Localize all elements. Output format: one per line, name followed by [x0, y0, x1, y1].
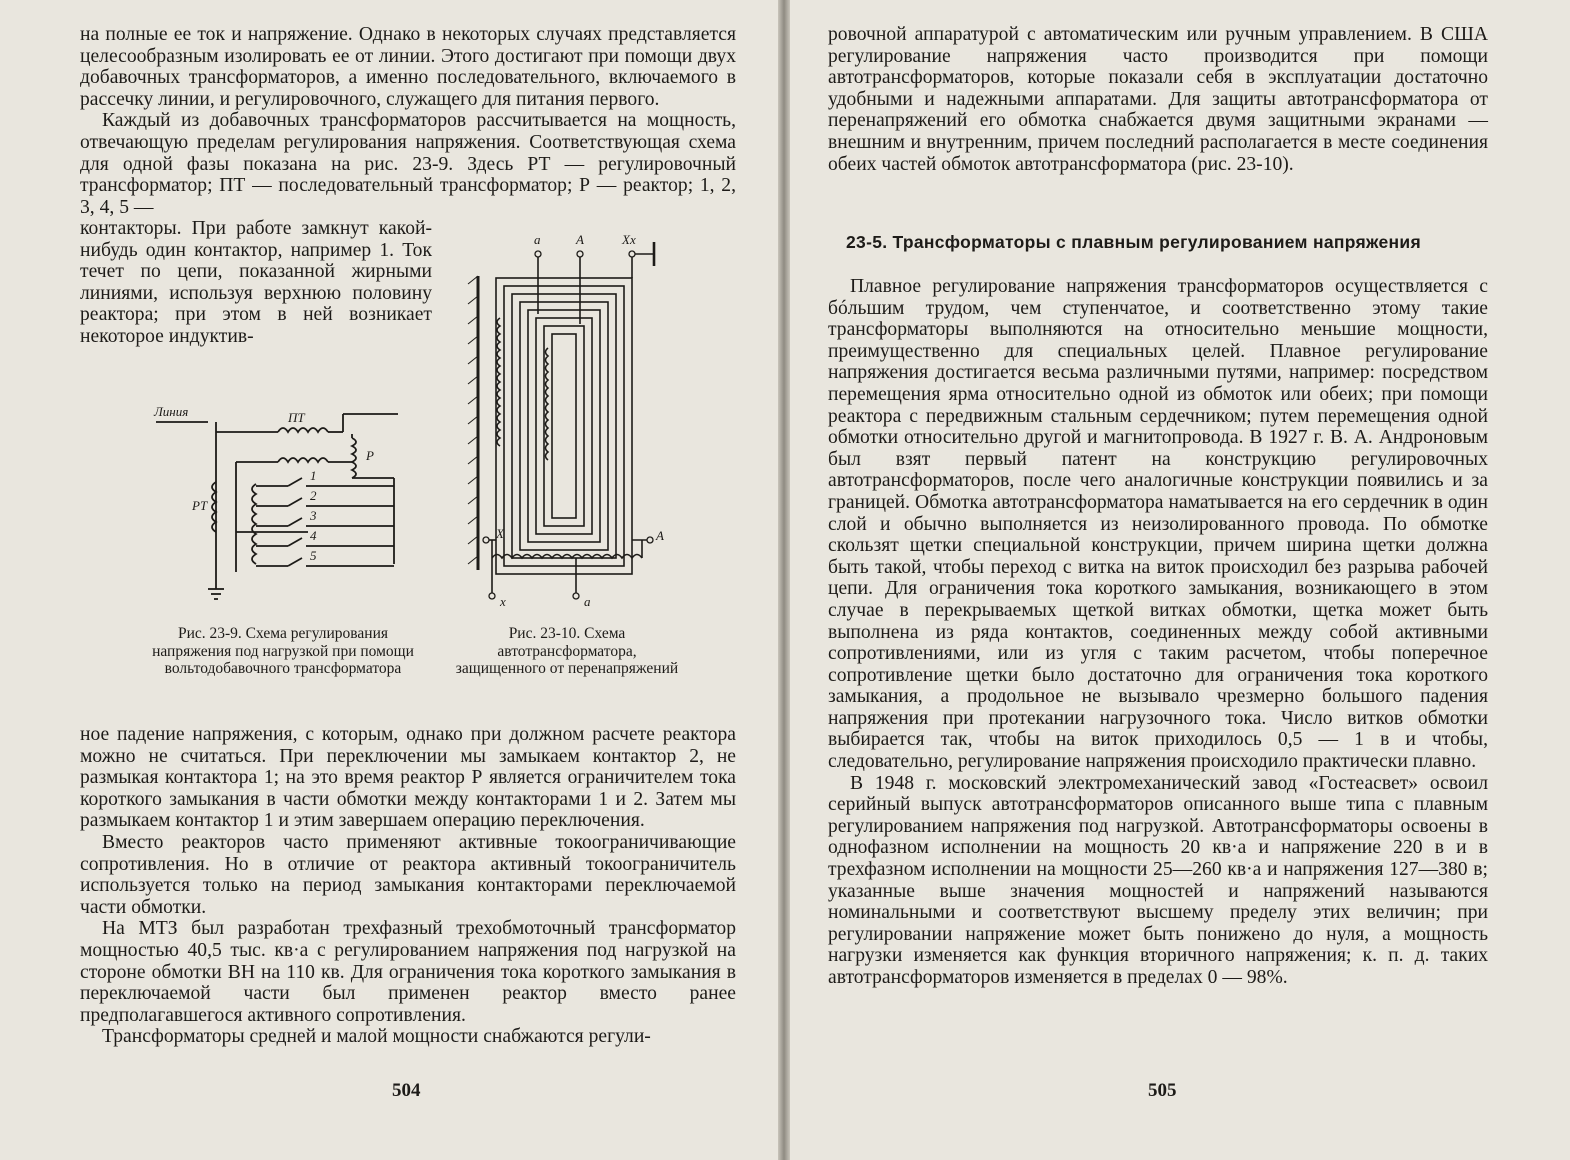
terminal-A-bottom-label: А	[656, 528, 664, 543]
paragraph: На МТЗ был разработан трехфазный трехобмоточный трансформатор мощностью 40,5 тыс. кв·а с регулированием напряжения под нагрузкой на стороне обмотки ВН на 110 кв. Для ограничения тока короткого замыкания в переключаемой части был применен реактор вместо ранее предполагавшегося активного сопротивления.	[80, 918, 736, 1026]
paragraph: контакторы. При работе замкнут какой-нибудь один контактор, например 1. Ток течет по цепи, показанной жирными линиями, используя верхнюю половину реактора; при этом в ней возникает некоторое индуктив-	[80, 218, 432, 347]
paragraph: ровочной аппаратурой с автоматическим или ручным управлением. В США регулирование напряжения часто производится при помощи автотрансформаторов, которые показали себя в эксплуатации достаточно удобными и надежными аппаратами. Для защиты автотрансформатора от перенапряжений его обмотка снабжается двумя защитными экранами — внешним и внутренним, причем последний располагается в месте соединения обеих частей обмоток автотрансформатора (рис. 23-10).	[828, 24, 1488, 175]
figure-23-10-diagram	[452, 228, 684, 614]
figure-23-10-caption: Рис. 23-10. Схема автотрансформатора, защищенного от перенапряжений	[455, 625, 679, 677]
page-number: 504	[392, 1080, 421, 1101]
terminal-X-label: X	[496, 526, 504, 541]
regulating-transformer-label: РТ	[192, 498, 208, 513]
section-heading: 23-5. Трансформаторы с плавным регулированием напряжения	[846, 232, 1421, 252]
right-page	[790, 0, 1570, 1160]
contact-3-label: 3	[310, 508, 317, 523]
figure-23-9-caption: Рис. 23-9. Схема регулирования напряжения под нагрузкой при помощи вольтодобавочного трансформатора	[152, 625, 414, 677]
left-top-text	[80, 24, 736, 218]
paragraph: В 1948 г. московский электромеханический завод «Гостеасвет» освоил серийный выпуск автотрансформаторов описанного выше типа с плавным регулированием напряжения под нагрузкой. Автотрансформаторы освоены в однофазном исполнении на мощность 20 кв·а и напряжение 220 в и в трехфазном исполнении на мощности 25—260 кв·а и напряжения 127—380 в; указанные выше значения мощностей и напряжений называются номинальными и соответствуют высшему пределу этих величин; при регулировании напряжение может быть понижено до нуля, а мощность нагрузки изменяется как функция вторичного напряжения; к. п. д. таких автотрансформаторов изменяется в пределах 0 — 98%.	[828, 772, 1488, 988]
right-top-text	[828, 24, 1488, 175]
right-body-text	[828, 276, 1488, 989]
terminal-A-label: А	[576, 232, 584, 247]
terminal-x-label: x	[500, 594, 506, 609]
paragraph: Каждый из добавочных трансформаторов рассчитывается на мощность, отвечающую пределам регулирования напряжения. Соответствующая схема для одной фазы показана на рис. 23-9. Здесь РТ — регулировочный трансформатор; ПТ — последовательный трансформатор; Р — реактор; 1, 2, 3, 4, 5 —	[80, 110, 736, 218]
left-bottom-text	[80, 724, 736, 1048]
paragraph: Трансформаторы средней и малой мощности снабжаются регули-	[102, 1026, 651, 1048]
series-transformer-label: ПТ	[288, 410, 305, 425]
paragraph: Плавное регулирование напряжения трансформаторов осуществляется с бóльшим трудом, чем ступенчатое, и соответственно этому такие трансформаторы выполняются на относительно меньшие мощности, преимущественно для специальных целей. Плавное регулирование напряжения достигается весьма различными путями, например: посредством перемещения ярма относительно одной из обмоток или обеих; при помощи реактора с передвижным стальным сердечником; путем перемещения одной обмотки относительно другой и магнитопровода. В 1927 г. В. А. Андроновым был взят первый патент на конструкцию регулировочных автотрансформаторов, после чего аналогичные конструкции появились и за границей. Обмотка автотрансформатора наматывается на его сердечник в один слой и обычно выполняется из неизолированного провода. По обмотке скользят щетки специальной конструкции, причем ширина щетки должна быть такой, чтобы переход с витка на виток происходил без разрыва рабочей цепи. Для ограничения тока короткого замыкания, возникающего в этом случае в перекрываемых щеткой витках обмотки, щетка может быть выполнена из ряда контактов, соединенных между собой активными сопротивлениями, или из угля с таким расчетом, чтобы поперечное сопротивление щетки было достаточно для ограничения тока короткого замыкания, а продольное не вызывало чрезмерно большого падения напряжения при протекании нагрузочного тока. Число витков обмотки выбирается так, чтобы на виток приходилось 0,5 — 1 в и чтобы, следовательно, регулирование напряжения происходило практически плавно.	[828, 276, 1488, 773]
contact-2-label: 2	[310, 488, 317, 503]
book-gutter	[778, 0, 790, 1160]
figure-23-9-diagram	[148, 394, 438, 612]
paragraph: на полные ее ток и напряжение. Однако в некоторых случаях представляется целесообразным изолировать ее от линии. Этого достигают при помощи двух добавочных трансформаторов, а именно последовательного, включаемого в рассечку линии, и регулировочного, служащего для питания первого.	[80, 24, 736, 110]
terminal-a-label: а	[534, 232, 541, 247]
terminal-a-out-label: а	[584, 594, 591, 609]
left-wrap-text	[80, 218, 432, 348]
left-page	[0, 0, 778, 1160]
page-number: 505	[1148, 1080, 1177, 1101]
contact-1-label: 1	[310, 468, 317, 483]
terminal-Xx-label: Xx	[622, 232, 636, 247]
paragraph: Вместо реакторов часто применяют активные токоограничивающие сопротивления. Но в отличие от реактора активный токоограничитель используется только на период замыкания контакторами переключаемой части обмотки.	[80, 831, 736, 918]
reactor-label: Р	[366, 448, 374, 463]
contact-5-label: 5	[310, 548, 317, 563]
contact-4-label: 4	[310, 528, 317, 543]
paragraph: ное падение напряжения, с которым, однако при должном расчете реактора можно не считаться. При переключении мы замыкаем контактор 2, не размыкая контактора 1; на это время реактор Р является ограничителем тока короткого замыкания в части обмотки между контакторами 1 и 2. Затем мы размыкаем контактор 1 и этим завершаем операцию переключения.	[80, 724, 736, 832]
line-label: Линия	[154, 404, 189, 419]
